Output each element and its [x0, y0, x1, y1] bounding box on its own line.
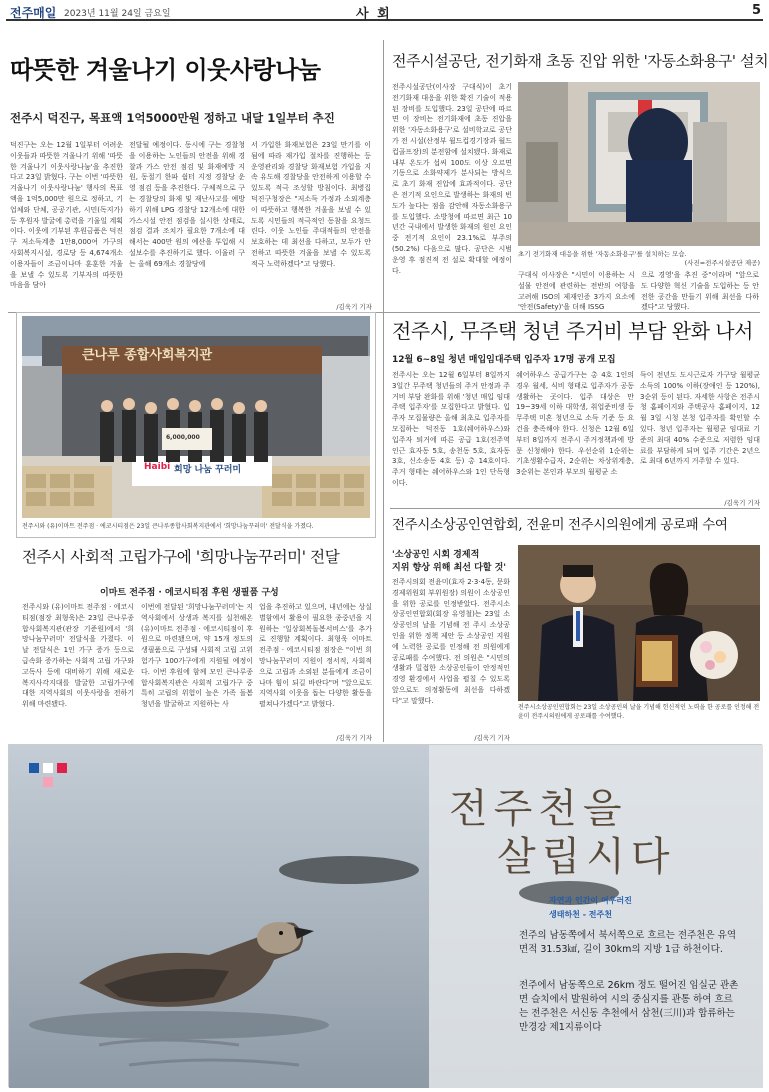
banner-text: 희망 나눔 꾸러미 — [174, 465, 242, 475]
photo-caption-a3: 전주시와 (유)이마트 전주점 · 에코시티점은 23일 큰나루종합사회복지관에서 '희망나눔꾸러미' 전달식을 가졌다. — [22, 523, 314, 530]
a4-col3: 득이 전년도 도시근로자 가구당 월평균 소득의 100% 이하(장애인 등 120%), 3순위 등이 된다. 자세한 사항은 전주시청 홈페이지와 주택공사 홈페이지, 12월 3일 시청 본청 입주자를 확인할 수 있다. 청년 입주자는 월평균 임대료 기준의 최대 40% 수준으로 저렴한 임대료를 부담하게 되며 입주 기간은 2년으로 최대 6년까지 거주할 수 있다. — [640, 371, 760, 466]
ad-paragraph-1: 전주의 남동쪽에서 북서쪽으로 흐르는 전주천은 유역면적 31.53㎢, 길이 30km의 지방 1급 하천이다. — [519, 930, 736, 955]
headline-a5: 전주시소상공인연합회, 전윤미 전주시의원에게 공로패 수여 — [392, 517, 728, 533]
column-divider — [383, 40, 384, 312]
issue-date: 2023년 11월 24일 금요일 — [64, 9, 171, 19]
byline-a3: /김욱기 기자 — [336, 734, 372, 742]
a2-col1: 전주시설공단(이사장 구대식)이 초기 전기화재 대응을 위한 확진 기술이 적용된 장비를 도입했다. 23일 공단에 따르면 이 장비는 전기화재에 초동 진압을 위한 '자동소화용구'로 설비학교로 공단가 전 시설(산정부 월드컵경기장과 월드컵골프장)의 분전함에 설치됐다. 화재로 내부 온도가 섭씨 100도 이상 오르면 기동으로 소화약제가 분사되는 방식으로 초기 화재 진압에 효과적이다. 공단은 전기적 요인으로 발생하는 화재의 빈도가 높다는 점을 감안해 자동소화용구를 도입했다. 소방청에 따르면 최근 10년간 국내에서 발생한 화재의 원인 요인 중 전기적 요인이 23.1%로 부주의(50.2%) 다음으로 많다. 공단은 시범 운영 후 점진적 전 설로 확대할 예정이다. — [392, 83, 512, 275]
byline-a4: /김욱기 기자 — [724, 499, 760, 507]
ad-title-line2: 살립시다 — [497, 834, 676, 880]
ad-tagline-1: 자연과 인간이 어우러진 — [549, 896, 632, 905]
photo-award-ceremony — [518, 545, 760, 701]
ad-tagline-2: 생태하천 - 전주천 — [549, 910, 612, 919]
ad-title-line1: 전주천을 — [449, 786, 628, 832]
headline-a4: 전주시, 무주택 청년 주거비 부담 완화 나서 — [392, 319, 753, 343]
ad-accent-square-white — [43, 763, 53, 773]
masthead-logo: 전주매일 — [10, 6, 57, 20]
ad-accent-square-pink — [43, 777, 53, 787]
section-name: 사 회 — [356, 7, 392, 22]
photo-fire-extinguisher-install — [518, 82, 760, 246]
donation-board-amount: 6,000,000 — [166, 434, 200, 441]
byline-a5: /김욱기 기자 — [474, 734, 510, 742]
a3-col2: 이번에 전달된 '희망나눔꾸러미'는 지역사회에서 상생과 복지를 실천해온 (유)이마트 전주점 · 에코시티점이 후원으로 마련됐으며, 약 15개 정도의 생필품으로 구성돼 사회적 고립 고위험가구 100가구에게 지원될 예정이다. 이번 후원에 함께 모인 큰나루종합사회복지관은 사회적 고립가구 중 특히 고립의 위험이 높은 가족 돌봄청년을 발굴하고 지원하는 사 — [141, 603, 253, 709]
a2-col2: 구대식 이사장은 "시민이 이용하는 시설물 안전에 관련하는 전반의 여항을 고려해 ISO의 제재인증 3가지 요소에 '안전(Safety)'을 더해 ISSG — [518, 271, 635, 312]
river-campaign-ad — [8, 744, 762, 1087]
subheadline-a4: 12월 6~8일 청년 매입임대주택 입주자 17명 공개 모집 — [392, 355, 616, 365]
subheadline-a5-line2: 지위 향상 위해 최선 다할 것' — [392, 563, 507, 573]
a3-col1: 전주시와 (유)이마트 전주점 · 에코시티점(점장 최형욱)은 23일 큰나루종합사회복지관(관장 기준원)에서 '희망나눔꾸러미' 전달식을 가졌다. 이날 전달식은 1인 가구 증가 등으로 급속화 증가하는 사회적 고립 가구와 고독사 등에 대비하기 위해 새로운 복지사각지대를 발굴한 고립가구에 대한 지역사회의 이웃사랑을 전하기 위해 마련됐다. — [22, 603, 134, 709]
a5-body: 전주시의회 전윤미(효자 2·3·4동, 문화경제위원회 부위원장) 의원이 소상공인을 위한 공로를 인정받았다. 전주시소상공인연합회(회장 유영철)는 23일 소상공인의 날을 기념해 전 주시 소상공인을 위한 정책 제안 등 소상공인 지원에 노력한 공로를 인정해 전 의원에게 공로패를 수여했다. 전 의원은 "시민의 생활과 밀접한 소상공인들이 안정적인 경영 환경에서 사업을 펼칠 수 있도록 앞으로도 의정활동에 최선을 다하겠다"고 말했다. — [392, 578, 510, 705]
photo-credit-a2: (사진=전주시설공단 제공) — [684, 259, 760, 267]
a1-col2: 전달될 예정이다. 동시에 구는 경찰청을 이용하는 노인들의 안전을 위해 경찰과 가스 안전 점검 및 화재예방 지원, 동절기 한파 쉼터 지정 경찰당 운영 점검 등을 추진한다. 구체적으로 구는 경찰당의 화재 및 재난사고를 예방하기 위해 LPG 경찰당 12개소에 대한 가스시설 안전 점검을 실시한 상태로, 점검 결과 조치가 필요한 7개소에 대해서는 400만 원의 예산을 투입해 시설보수를 추진하기로 했다. 이울러 구는 올해 69개소 경찰당에 — [129, 141, 245, 268]
a4-col1: 전주시는 오는 12월 6일부터 8일까지 3일간 무주택 청년들의 주거 안정과 주거비 부담 완화를 위해 '청년 매입 임대주택 입주자'를 모집한다고 밝혔다. 입주자 모집물량은 올해 최초로 입주자를 모집하는 덕진동 1호(쉐어하우스)와 입주자 퇴거에 따른 공급 1호(전주역 인근 효자동 5호, 송천동 5호, 효자동 3호, 신소송동 4호 등) 총 14호이다. 주거 형태는 쉐어하우스와 1인 단독형이다. — [392, 371, 510, 487]
headline-a2: 전주시설공단, 전기화재 초동 진압 위한 '자동소화용구' 설치 — [392, 52, 769, 70]
building-sign: 큰나루 종합사회복지관 — [82, 348, 213, 363]
a1-col1: 덕진구는 오는 12월 1일부터 어려운 이웃들과 따뜻한 겨울나기 위해 '따뜻한 겨울나기 이웃사랑나눔'을 추진한다고 23일 밝혔다. 구는 이번 '따뜻한 겨울나기 이웃사랑나눔' 행사의 목표액을 1억5,000만 원으로 정하고, 기업체와 단체, 공공기관, 시민(독지가) 등 후원자 발굴에 총력을 기울일 계획이다. 이웃에 기부된 후원금품은 덕진구 저소득계층 1만8,000여 가구의 사회복지시설, 경로당 등 4,674개소 이용자들이 조금이나마 훈훈한 겨울을 보낼 수 있도록 기부자의 따뜻한 마음을 담아 — [10, 141, 123, 290]
subheadline-a1: 전주시 덕진구, 목표액 1억5000만원 정하고 내달 1일부터 추진 — [10, 111, 335, 125]
subheadline-a5-line1: '소상공인 시회 경제적 — [392, 550, 480, 560]
photo-caption-a2: 초기 전기화재 대응을 위한 '자동소화용구'를 설치하는 모습. — [518, 250, 687, 258]
ad-paragraph-2: 전주에서 남동쪽으로 26km 정도 떨어진 임실군 관촌면 슬치에서 발원하여 시의 중심지를 관통 하여 흐르는 전주천은 서신동 추천에서 삼천(三川)과 합류하는 만경강 제1지류이다 — [519, 980, 739, 1033]
a2-col3: 으로 경영'을 추진 중"이라며 "앞으로도 다양한 혁신 기술을 도입하는 등 안전한 공간을 만들기 위해 최선을 다하겠다"고 당했다. — [641, 271, 759, 312]
page-header — [6, 3, 763, 21]
a4-col2: 쉐어하우스 공급가구는 총 4호 1인의 경우 월세, 식비 형태로 입주자가 공동생활하는 곳이다. 입주 대상은 만 19~39세 이하 대학생, 취업준비생 등 무주택 미혼 청년으로 소득 기준 등 요건을 충족해야 한다. 신청은 12월 6일부터 8일까지 전주시 주거정책과에 방문 신청해야 한다. 우선순위 1순위는 기초생활수급자, 2순위는 차상위계층, 3순위는 본인과 부모의 월평균 소 — [516, 371, 634, 477]
headline-a1: 따뜻한 겨울나기 이웃사랑나눔 — [10, 56, 321, 84]
ad-accent-square-red — [57, 763, 67, 773]
headline-a3: 전주시 사회적 고립가구에 '희망나눔꾸러미' 전달 — [22, 548, 340, 566]
section-rule-2 — [390, 508, 760, 509]
a1-col3: 서 가입한 화재보험은 23일 만기를 이 됨에 따라 재가입 절차를 진행하는 등 운영관리와 경찰당 화재보험 가입을 지속 유도해 경찰당을 안전하게 이용할 수 있도록 적극 조성할 방침이다. 최병집 덕진구청장은 "저소득 가정과 소외계층이 따뜻하고 행복한 겨울을 보낼 수 있도록 시민들의 적극적인 동참을 요청드린다. 이웃 노인들 주대적들의 안전을 보호하는 데 최선을 다하고, 모두가 안전하고 따뜻한 겨울을 보낼 수 있도록 적극 노력하겠다"고 당했다. — [251, 141, 371, 268]
photo-donation-ceremony — [22, 316, 370, 518]
ad-accent-square-blue — [29, 763, 39, 773]
a3-col3: 업을 추진하고 있으며, 내년에는 상실별함에서 활용이 필요한 종중년을 지원하는 '일상회복돌봄서비스'를 추가로 진행할 계획이다. 최형욱 이마트 전주점 · 에코시티점 점장은 "이번 희망나눔꾸러미 지원이 정서적, 사회적으로 고립과 소외된 분들에게 조금이나마 힘이 되길 바란다"며 "앞으로도 지역사회 이웃을 돕는 다양한 활동을 펼쳐나가겠다"고 밝혔다. — [259, 603, 372, 709]
column-divider-2 — [383, 312, 384, 742]
byline-a1: /김욱기 기자 — [336, 303, 372, 311]
photo-caption-a5: 전주시소상공인연합회는 23일 소상공인의 날을 기념해 헌신적인 노력을 한 공로를 인정해 전윤미 전주시의원에게 공로패를 수여했다. — [518, 704, 760, 720]
page-number: 5 — [751, 3, 761, 18]
subheadline-a3: 이마트 전주점 · 에코시티점 후원 생필품 구성 — [100, 588, 279, 598]
banner-logo: Haibi — [144, 462, 171, 472]
